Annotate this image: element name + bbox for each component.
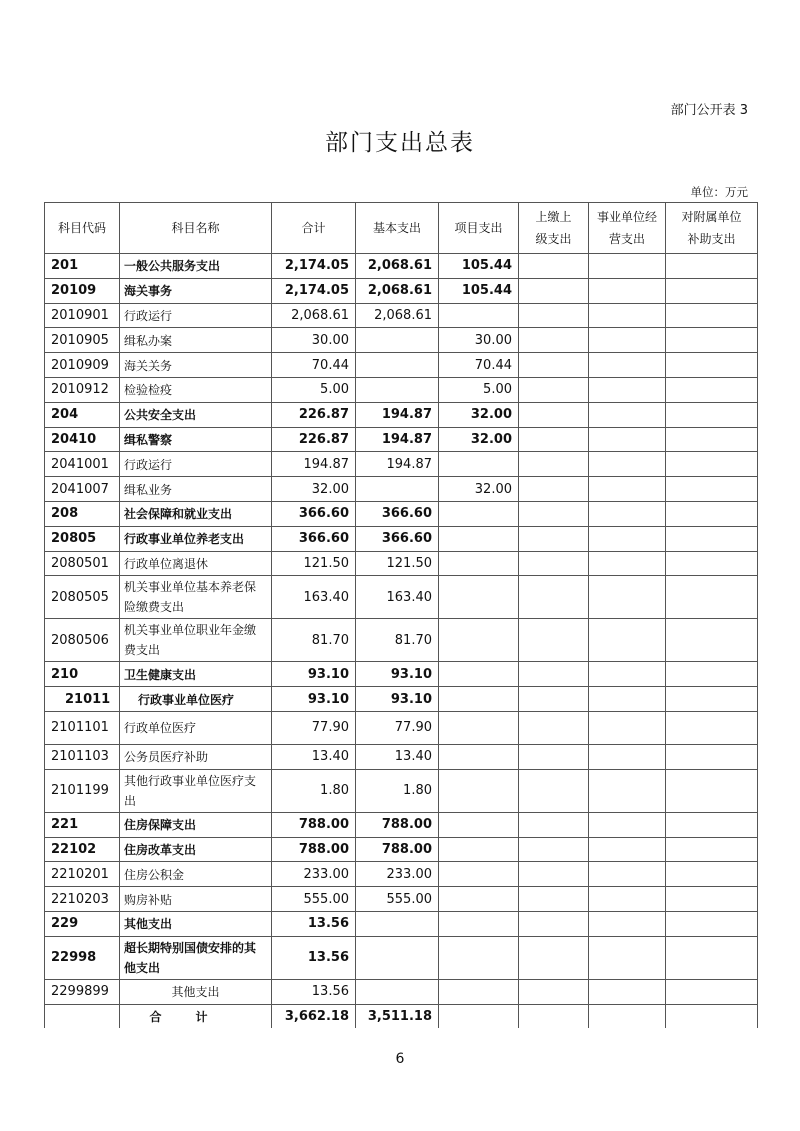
cell-basic: 2,068.61 [356,278,439,303]
cell-project: 30.00 [439,328,519,353]
cell-subsidy [666,711,758,744]
cell-code: 2041007 [45,477,120,502]
cell-upper [519,477,589,502]
cell-basic: 194.87 [356,452,439,477]
table-row [45,936,758,979]
table-row [45,427,758,452]
cell-business [589,303,666,328]
cell-total: 226.87 [272,427,356,452]
table-row [45,254,758,279]
cell-total: 30.00 [272,328,356,353]
cell-upper [519,1004,589,1028]
cell-total: 70.44 [272,353,356,378]
cell-basic [356,328,439,353]
cell-total: 555.00 [272,887,356,912]
cell-total: 2,068.61 [272,303,356,328]
cell-subsidy [666,328,758,353]
cell-total: 1.80 [272,769,356,812]
cell-upper [519,936,589,979]
col-header-basic: 基本支出 [356,203,439,254]
cell-project [439,862,519,887]
cell-name: 行政运行 [120,303,272,328]
cell-business [589,501,666,526]
cell-business [589,576,666,619]
cell-subsidy [666,887,758,912]
cell-subsidy [666,769,758,812]
unit-label: 单位：万元 [690,185,748,199]
cell-name: 检验检疫 [120,377,272,402]
cell-subsidy [666,303,758,328]
cell-total: 32.00 [272,477,356,502]
cell-basic [356,936,439,979]
cell-total: 788.00 [272,837,356,862]
cell-project [439,1004,519,1028]
cell-project [439,911,519,936]
table-row [45,619,758,662]
cell-code: 2010901 [45,303,120,328]
cell-name: 海关关务 [120,353,272,378]
cell-code: 2101199 [45,769,120,812]
cell-basic [356,911,439,936]
cell-name: 缉私业务 [120,477,272,502]
cell-code: 2041001 [45,452,120,477]
cell-total: 77.90 [272,711,356,744]
cell-name: 行政运行 [120,452,272,477]
cell-project: 105.44 [439,254,519,279]
cell-project: 105.44 [439,278,519,303]
table-row [45,687,758,712]
cell-business [589,278,666,303]
cell-code: 22998 [45,936,120,979]
cell-upper [519,862,589,887]
cell-code: 22102 [45,837,120,862]
cell-name: 海关事务 [120,278,272,303]
cell-basic: 788.00 [356,837,439,862]
cell-subsidy [666,911,758,936]
expenditure-table [44,202,758,1028]
cell-name: 机关事业单位职业年金缴费支出 [120,619,272,662]
cell-total: 5.00 [272,377,356,402]
cell-basic: 788.00 [356,812,439,837]
table-row [45,911,758,936]
cell-business [589,328,666,353]
cell-project [439,711,519,744]
cell-upper [519,278,589,303]
cell-subsidy [666,402,758,427]
col-header-business: 事业单位经营支出 [589,203,666,254]
cell-basic: 194.87 [356,427,439,452]
cell-subsidy [666,477,758,502]
cell-code: 21011 [45,687,120,712]
cell-project: 32.00 [439,427,519,452]
cell-code: 20109 [45,278,120,303]
cell-subsidy [666,452,758,477]
cell-basic [356,477,439,502]
cell-business [589,911,666,936]
cell-basic: 555.00 [356,887,439,912]
cell-basic: 194.87 [356,402,439,427]
cell-project [439,551,519,576]
cell-business [589,812,666,837]
cell-code: 2080505 [45,576,120,619]
cell-business [589,744,666,769]
cell-code: 204 [45,402,120,427]
cell-name: 卫生健康支出 [120,662,272,687]
cell-total: 3,662.18 [272,1004,356,1028]
table-row [45,576,758,619]
cell-total: 194.87 [272,452,356,477]
cell-subsidy [666,278,758,303]
cell-project [439,744,519,769]
cell-total: 13.56 [272,979,356,1004]
cell-upper [519,887,589,912]
cell-upper [519,402,589,427]
cell-total: 13.56 [272,936,356,979]
cell-basic: 1.80 [356,769,439,812]
table-row [45,979,758,1004]
cell-code: 2080506 [45,619,120,662]
cell-upper [519,744,589,769]
cell-total: 366.60 [272,501,356,526]
cell-subsidy [666,551,758,576]
cell-code: 2210201 [45,862,120,887]
cell-project [439,526,519,551]
cell-name: 其他行政事业单位医疗支出 [120,769,272,812]
cell-subsidy [666,576,758,619]
table-row [45,837,758,862]
col-header-project: 项目支出 [439,203,519,254]
cell-subsidy [666,662,758,687]
cell-code: 20410 [45,427,120,452]
cell-name: 住房改革支出 [120,837,272,862]
cell-code [45,1004,120,1028]
cell-code: 2010909 [45,353,120,378]
table-row [45,662,758,687]
cell-name: 超长期特别国债安排的其他支出 [120,936,272,979]
table-row [45,452,758,477]
cell-project [439,812,519,837]
cell-upper [519,353,589,378]
cell-name: 社会保障和就业支出 [120,501,272,526]
table-row [45,862,758,887]
cell-upper [519,619,589,662]
cell-basic: 366.60 [356,501,439,526]
table-row [45,526,758,551]
cell-basic [356,377,439,402]
cell-business [589,979,666,1004]
cell-basic [356,353,439,378]
table-row [45,402,758,427]
cell-project [439,619,519,662]
page-number: 6 [395,1051,405,1067]
cell-name: 住房公积金 [120,862,272,887]
cell-basic: 93.10 [356,662,439,687]
cell-project [439,303,519,328]
page-title: 部门支出总表 [325,130,475,156]
cell-business [589,377,666,402]
table-row [45,744,758,769]
col-header-upper: 上缴上级支出 [519,203,589,254]
cell-basic: 77.90 [356,711,439,744]
cell-total: 13.56 [272,911,356,936]
cell-project: 5.00 [439,377,519,402]
cell-total: 163.40 [272,576,356,619]
cell-subsidy [666,501,758,526]
cell-code: 20805 [45,526,120,551]
cell-business [589,1004,666,1028]
cell-business [589,353,666,378]
cell-total: 788.00 [272,812,356,837]
cell-subsidy [666,254,758,279]
cell-subsidy [666,936,758,979]
cell-code: 2299899 [45,979,120,1004]
cell-upper [519,979,589,1004]
cell-upper [519,452,589,477]
cell-subsidy [666,353,758,378]
cell-total: 13.40 [272,744,356,769]
cell-basic: 163.40 [356,576,439,619]
table-row [45,711,758,744]
cell-name: 公务员医疗补助 [120,744,272,769]
cell-name: 其他支出 [120,911,272,936]
cell-upper [519,687,589,712]
cell-business [589,526,666,551]
cell-total: 93.10 [272,687,356,712]
cell-subsidy [666,812,758,837]
cell-business [589,862,666,887]
cell-upper [519,526,589,551]
cell-name: 一般公共服务支出 [120,254,272,279]
cell-subsidy [666,687,758,712]
cell-upper [519,328,589,353]
cell-total: 366.60 [272,526,356,551]
cell-total: 93.10 [272,662,356,687]
cell-project [439,936,519,979]
cell-business [589,402,666,427]
cell-upper [519,576,589,619]
cell-project [439,576,519,619]
cell-code: 210 [45,662,120,687]
cell-basic: 3,511.18 [356,1004,439,1028]
cell-business [589,477,666,502]
cell-code: 221 [45,812,120,837]
cell-code: 2101101 [45,711,120,744]
cell-basic: 13.40 [356,744,439,769]
table-row [45,303,758,328]
cell-basic: 2,068.61 [356,254,439,279]
cell-subsidy [666,427,758,452]
cell-upper [519,551,589,576]
cell-project [439,837,519,862]
cell-code: 2101103 [45,744,120,769]
cell-name: 缉私办案 [120,328,272,353]
cell-upper [519,812,589,837]
cell-basic: 2,068.61 [356,303,439,328]
cell-code: 2010905 [45,328,120,353]
table-row [45,377,758,402]
cell-code: 229 [45,911,120,936]
cell-name: 其他支出 [120,979,272,1004]
cell-business [589,662,666,687]
cell-code: 208 [45,501,120,526]
table-row [45,551,758,576]
cell-code: 2010912 [45,377,120,402]
cell-project: 70.44 [439,353,519,378]
cell-business [589,887,666,912]
cell-basic: 93.10 [356,687,439,712]
cell-basic: 121.50 [356,551,439,576]
cell-project: 32.00 [439,477,519,502]
cell-upper [519,711,589,744]
cell-basic: 81.70 [356,619,439,662]
cell-basic [356,979,439,1004]
cell-project [439,687,519,712]
cell-subsidy [666,837,758,862]
cell-total: 233.00 [272,862,356,887]
cell-basic: 233.00 [356,862,439,887]
cell-business [589,936,666,979]
cell-business [589,769,666,812]
cell-total: 2,174.05 [272,254,356,279]
cell-project: 32.00 [439,402,519,427]
cell-business [589,711,666,744]
cell-upper [519,837,589,862]
cell-name: 购房补贴 [120,887,272,912]
cell-upper [519,377,589,402]
table-row [45,477,758,502]
cell-subsidy [666,619,758,662]
cell-project [439,662,519,687]
total-label: 合计 [120,1004,272,1028]
cell-business [589,427,666,452]
table-row [45,769,758,812]
cell-business [589,619,666,662]
table-row [45,501,758,526]
table-tag: 部门公开表 3 [670,103,748,118]
cell-business [589,687,666,712]
cell-name: 行政事业单位医疗 [120,687,272,712]
cell-code: 2210203 [45,887,120,912]
table-row [45,328,758,353]
col-header-subsidy: 对附属单位补助支出 [666,203,758,254]
col-header-code: 科目代码 [45,203,120,254]
total-row [45,1004,758,1028]
table-body [45,254,758,1029]
cell-total: 81.70 [272,619,356,662]
table-row [45,278,758,303]
cell-upper [519,911,589,936]
col-header-total: 合计 [272,203,356,254]
cell-subsidy [666,377,758,402]
cell-subsidy [666,862,758,887]
cell-name: 机关事业单位基本养老保险缴费支出 [120,576,272,619]
cell-upper [519,662,589,687]
table-row [45,887,758,912]
cell-project [439,979,519,1004]
cell-total: 2,174.05 [272,278,356,303]
cell-project [439,887,519,912]
cell-name: 公共安全支出 [120,402,272,427]
table-row [45,353,758,378]
cell-subsidy [666,744,758,769]
cell-subsidy [666,526,758,551]
cell-business [589,452,666,477]
cell-basic: 366.60 [356,526,439,551]
table-row [45,812,758,837]
cell-upper [519,769,589,812]
cell-subsidy [666,979,758,1004]
cell-name: 行政单位医疗 [120,711,272,744]
cell-name: 行政事业单位养老支出 [120,526,272,551]
cell-name: 住房保障支出 [120,812,272,837]
cell-code: 2080501 [45,551,120,576]
cell-upper [519,254,589,279]
cell-upper [519,427,589,452]
cell-upper [519,303,589,328]
cell-total: 226.87 [272,402,356,427]
cell-business [589,254,666,279]
col-header-name: 科目名称 [120,203,272,254]
cell-upper [519,501,589,526]
cell-project [439,452,519,477]
cell-business [589,551,666,576]
cell-project [439,769,519,812]
table-header-row [45,203,758,254]
cell-name: 行政单位离退休 [120,551,272,576]
cell-total: 121.50 [272,551,356,576]
cell-business [589,837,666,862]
cell-name: 缉私警察 [120,427,272,452]
cell-code: 201 [45,254,120,279]
cell-project [439,501,519,526]
cell-subsidy [666,1004,758,1028]
